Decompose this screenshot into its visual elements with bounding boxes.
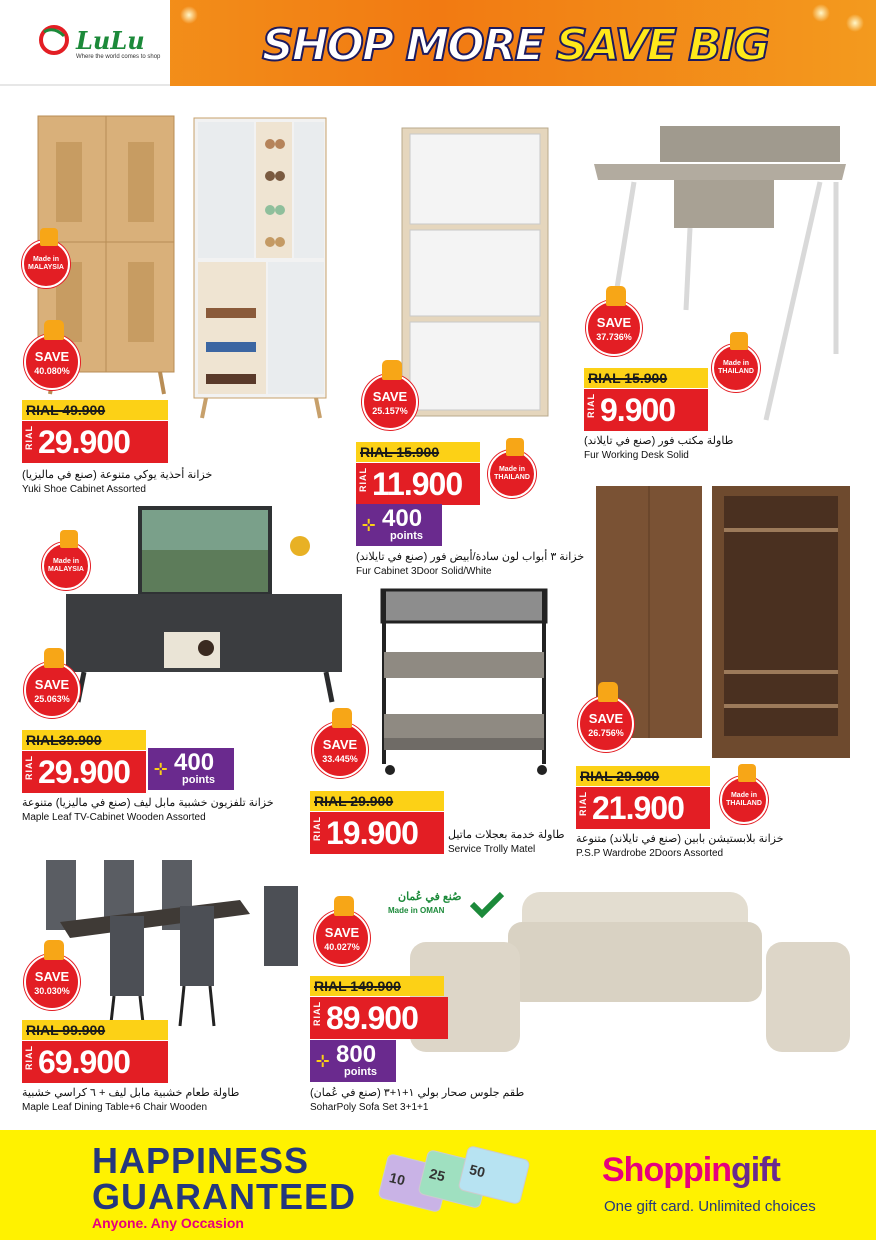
currency-label: RIAL	[24, 755, 34, 780]
save-label: SAVE	[34, 969, 70, 984]
save-badge	[312, 722, 368, 778]
gift-card-value: 10	[387, 1169, 407, 1189]
save-label: SAVE	[588, 711, 624, 726]
product-name-ar: خزانة ٣ أبواب لون سادة/أبيض فور (صنع في تايلاند)	[356, 551, 585, 563]
product-name-ar: طاولة مكتب فور (صنع في تايلاند)	[584, 435, 734, 447]
headline-part2: SAVE BIG	[555, 20, 769, 71]
price-value: 9.900	[600, 392, 676, 428]
cabinet-3door-image	[400, 126, 550, 418]
old-price: RIAL 15.900	[584, 368, 708, 388]
price-value: 89.900	[326, 1000, 418, 1036]
save-percent: 37.736%	[596, 332, 632, 342]
tv-cabinet-image	[60, 506, 346, 706]
lulu-logo-icon	[36, 22, 72, 58]
points-badge	[310, 1040, 396, 1082]
product-name-en: Maple Leaf TV-Cabinet Wooden Assorted	[22, 812, 206, 823]
old-price: RIAL 149.900	[310, 976, 444, 996]
product-name-en: Yuki Shoe Cabinet Assorted	[22, 484, 146, 495]
new-price	[584, 389, 708, 431]
brand-part1: Shoppin	[602, 1151, 731, 1189]
currency-label: RIAL	[586, 393, 596, 418]
page-title	[262, 20, 768, 72]
product-name-en: Fur Cabinet 3Door Solid/White	[356, 566, 492, 577]
save-percent: 30.030%	[34, 986, 70, 996]
sparkle-decoration	[846, 14, 864, 32]
price-value: 11.900	[372, 466, 463, 502]
badge-line2: MALAYSIA	[48, 566, 84, 573]
product-name-ar: خزانة بلابستيشن بابين (صنع في تايلاند) متنوعة	[576, 833, 784, 845]
sofa-set-image	[402, 888, 854, 1056]
product-name-en: Maple Leaf Dining Table+6 Chair Wooden	[22, 1102, 208, 1113]
thumbs-up-icon	[40, 228, 58, 246]
save-percent: 40.027%	[324, 942, 360, 952]
shoe-cabinet-image	[30, 112, 330, 432]
badge-line2: MALAYSIA	[28, 264, 64, 271]
new-price	[576, 787, 710, 829]
old-price: RIAL 99.900	[22, 1020, 168, 1040]
product-name-en: Service Trolly Matel	[448, 844, 536, 855]
product-name-en: Fur Working Desk Solid	[584, 450, 689, 461]
save-badge	[578, 696, 634, 752]
price-value: 19.900	[326, 815, 418, 851]
badge-line1: Made in	[722, 360, 750, 367]
price-value: 29.900	[38, 424, 130, 460]
thumbs-up-icon	[730, 332, 748, 350]
points-value: 800	[336, 1041, 377, 1068]
currency-label: RIAL	[358, 467, 368, 492]
currency-label: RIAL	[578, 791, 588, 816]
thumbs-up-icon	[44, 940, 64, 960]
points-label: points	[344, 1066, 377, 1078]
product-name-ar: طقم جلوس صحار بولي ١+١+٣ (صنع في عُمان)	[310, 1087, 525, 1099]
shoppingift-tagline: One gift card. Unlimited choices	[604, 1198, 816, 1215]
badge-line2: THAILAND	[494, 474, 530, 481]
save-label: SAVE	[34, 677, 70, 692]
price-value: 21.900	[592, 790, 684, 826]
product-name-ar: طاولة خدمة بعجلات ماتيل	[448, 829, 565, 841]
headline-part1: SHOP MORE	[262, 20, 543, 71]
footer-headline-1: HAPPINESS	[92, 1140, 310, 1181]
thumbs-up-icon	[44, 648, 64, 668]
save-badge	[586, 300, 642, 356]
currency-label: RIAL	[312, 1001, 322, 1026]
save-badge	[24, 662, 80, 718]
points-label: points	[182, 774, 215, 786]
thumbs-up-icon	[738, 764, 756, 782]
new-price	[22, 1041, 168, 1083]
currency-label: RIAL	[312, 816, 322, 841]
service-trolley-image	[376, 588, 552, 780]
new-price	[22, 751, 146, 793]
currency-label: RIAL	[24, 1045, 34, 1070]
footer-headline-2: GUARANTEED	[92, 1176, 357, 1217]
thumbs-up-icon	[332, 708, 352, 728]
new-price	[310, 997, 448, 1039]
footer-subline: Anyone. Any Occasion	[92, 1215, 244, 1231]
new-price	[22, 421, 168, 463]
save-label: SAVE	[324, 925, 360, 940]
old-price: RIAL 29.900	[310, 791, 444, 811]
dining-set-image	[40, 856, 302, 1036]
thumbs-up-icon	[506, 438, 524, 456]
old-price: RIAL39.900	[22, 730, 146, 750]
made-in-badge	[22, 240, 70, 288]
shoppingift-logo	[602, 1150, 780, 1190]
new-price	[310, 812, 444, 854]
logo-tagline: Where the world comes to shop	[76, 54, 161, 60]
points-value: 400	[382, 505, 423, 532]
made-in-ar: صُنع في عُمان	[398, 891, 462, 903]
made-in-badge	[712, 344, 760, 392]
thumbs-up-icon	[334, 896, 354, 916]
save-percent: 40.080%	[34, 366, 70, 376]
save-badge	[24, 334, 80, 390]
save-label: SAVE	[34, 349, 70, 364]
badge-line1: Made in	[730, 792, 758, 799]
old-price: RIAL 15.900	[356, 442, 480, 462]
save-label: SAVE	[372, 389, 408, 404]
thumbs-up-icon	[606, 286, 626, 306]
points-badge	[148, 748, 234, 790]
product-name-ar: خزانة تلفزيون خشبية مابل ليف (صنع في ماليزيا) متنوعة	[22, 797, 274, 809]
points-icon: ⊹	[362, 517, 376, 534]
points-icon: ⊹	[316, 1053, 330, 1070]
save-badge	[314, 910, 370, 966]
save-percent: 33.445%	[322, 754, 358, 764]
logo-name: LuLu	[76, 26, 145, 55]
product-name-en: SoharPoly Sofa Set 3+1+1	[310, 1102, 429, 1113]
points-value: 400	[174, 749, 215, 776]
badge-line2: THAILAND	[726, 800, 762, 807]
made-in-badge	[488, 450, 536, 498]
points-badge	[356, 504, 442, 546]
lulu-logo	[0, 0, 170, 86]
badge-line1: Made in	[52, 558, 80, 565]
sparkle-decoration	[812, 4, 830, 22]
badge-line1: Made in	[32, 256, 60, 263]
gift-card-value: 50	[467, 1161, 487, 1181]
thumbs-up-icon	[382, 360, 402, 380]
save-label: SAVE	[596, 315, 632, 330]
product-name-en: P.S.P Wardrobe 2Doors Assorted	[576, 848, 724, 859]
old-price: RIAL 29.900	[576, 766, 710, 786]
old-price: RIAL 49.900	[22, 400, 168, 420]
made-in-en: Made in OMAN	[388, 906, 445, 915]
product-name-ar: خزانة أحذية يوكي متنوعة (صنع في ماليزيا)	[22, 469, 213, 481]
save-badge	[24, 954, 80, 1010]
product-name-ar: طاولة طعام خشبية مابل ليف + ٦ كراسي خشبية	[22, 1087, 240, 1099]
new-price	[356, 463, 480, 505]
thumbs-up-icon	[598, 682, 618, 702]
brand-part2: gift	[730, 1151, 780, 1189]
sparkle-decoration	[180, 6, 198, 24]
save-badge	[362, 374, 418, 430]
points-label: points	[390, 530, 423, 542]
save-label: SAVE	[322, 737, 358, 752]
currency-label: RIAL	[24, 425, 34, 450]
made-in-badge	[42, 542, 90, 590]
badge-line2: THAILAND	[718, 368, 754, 375]
thumbs-up-icon	[44, 320, 64, 340]
price-value: 69.900	[38, 1044, 130, 1080]
header-banner	[0, 0, 876, 86]
made-in-badge	[720, 776, 768, 824]
save-percent: 25.157%	[372, 406, 408, 416]
price-value: 29.900	[38, 754, 130, 790]
save-percent: 26.756%	[588, 728, 624, 738]
badge-line1: Made in	[498, 466, 526, 473]
footer-banner	[0, 1130, 876, 1240]
save-percent: 25.063%	[34, 694, 70, 704]
points-icon: ⊹	[154, 761, 168, 778]
thumbs-up-icon	[60, 530, 78, 548]
gift-card-value: 25	[427, 1165, 447, 1185]
